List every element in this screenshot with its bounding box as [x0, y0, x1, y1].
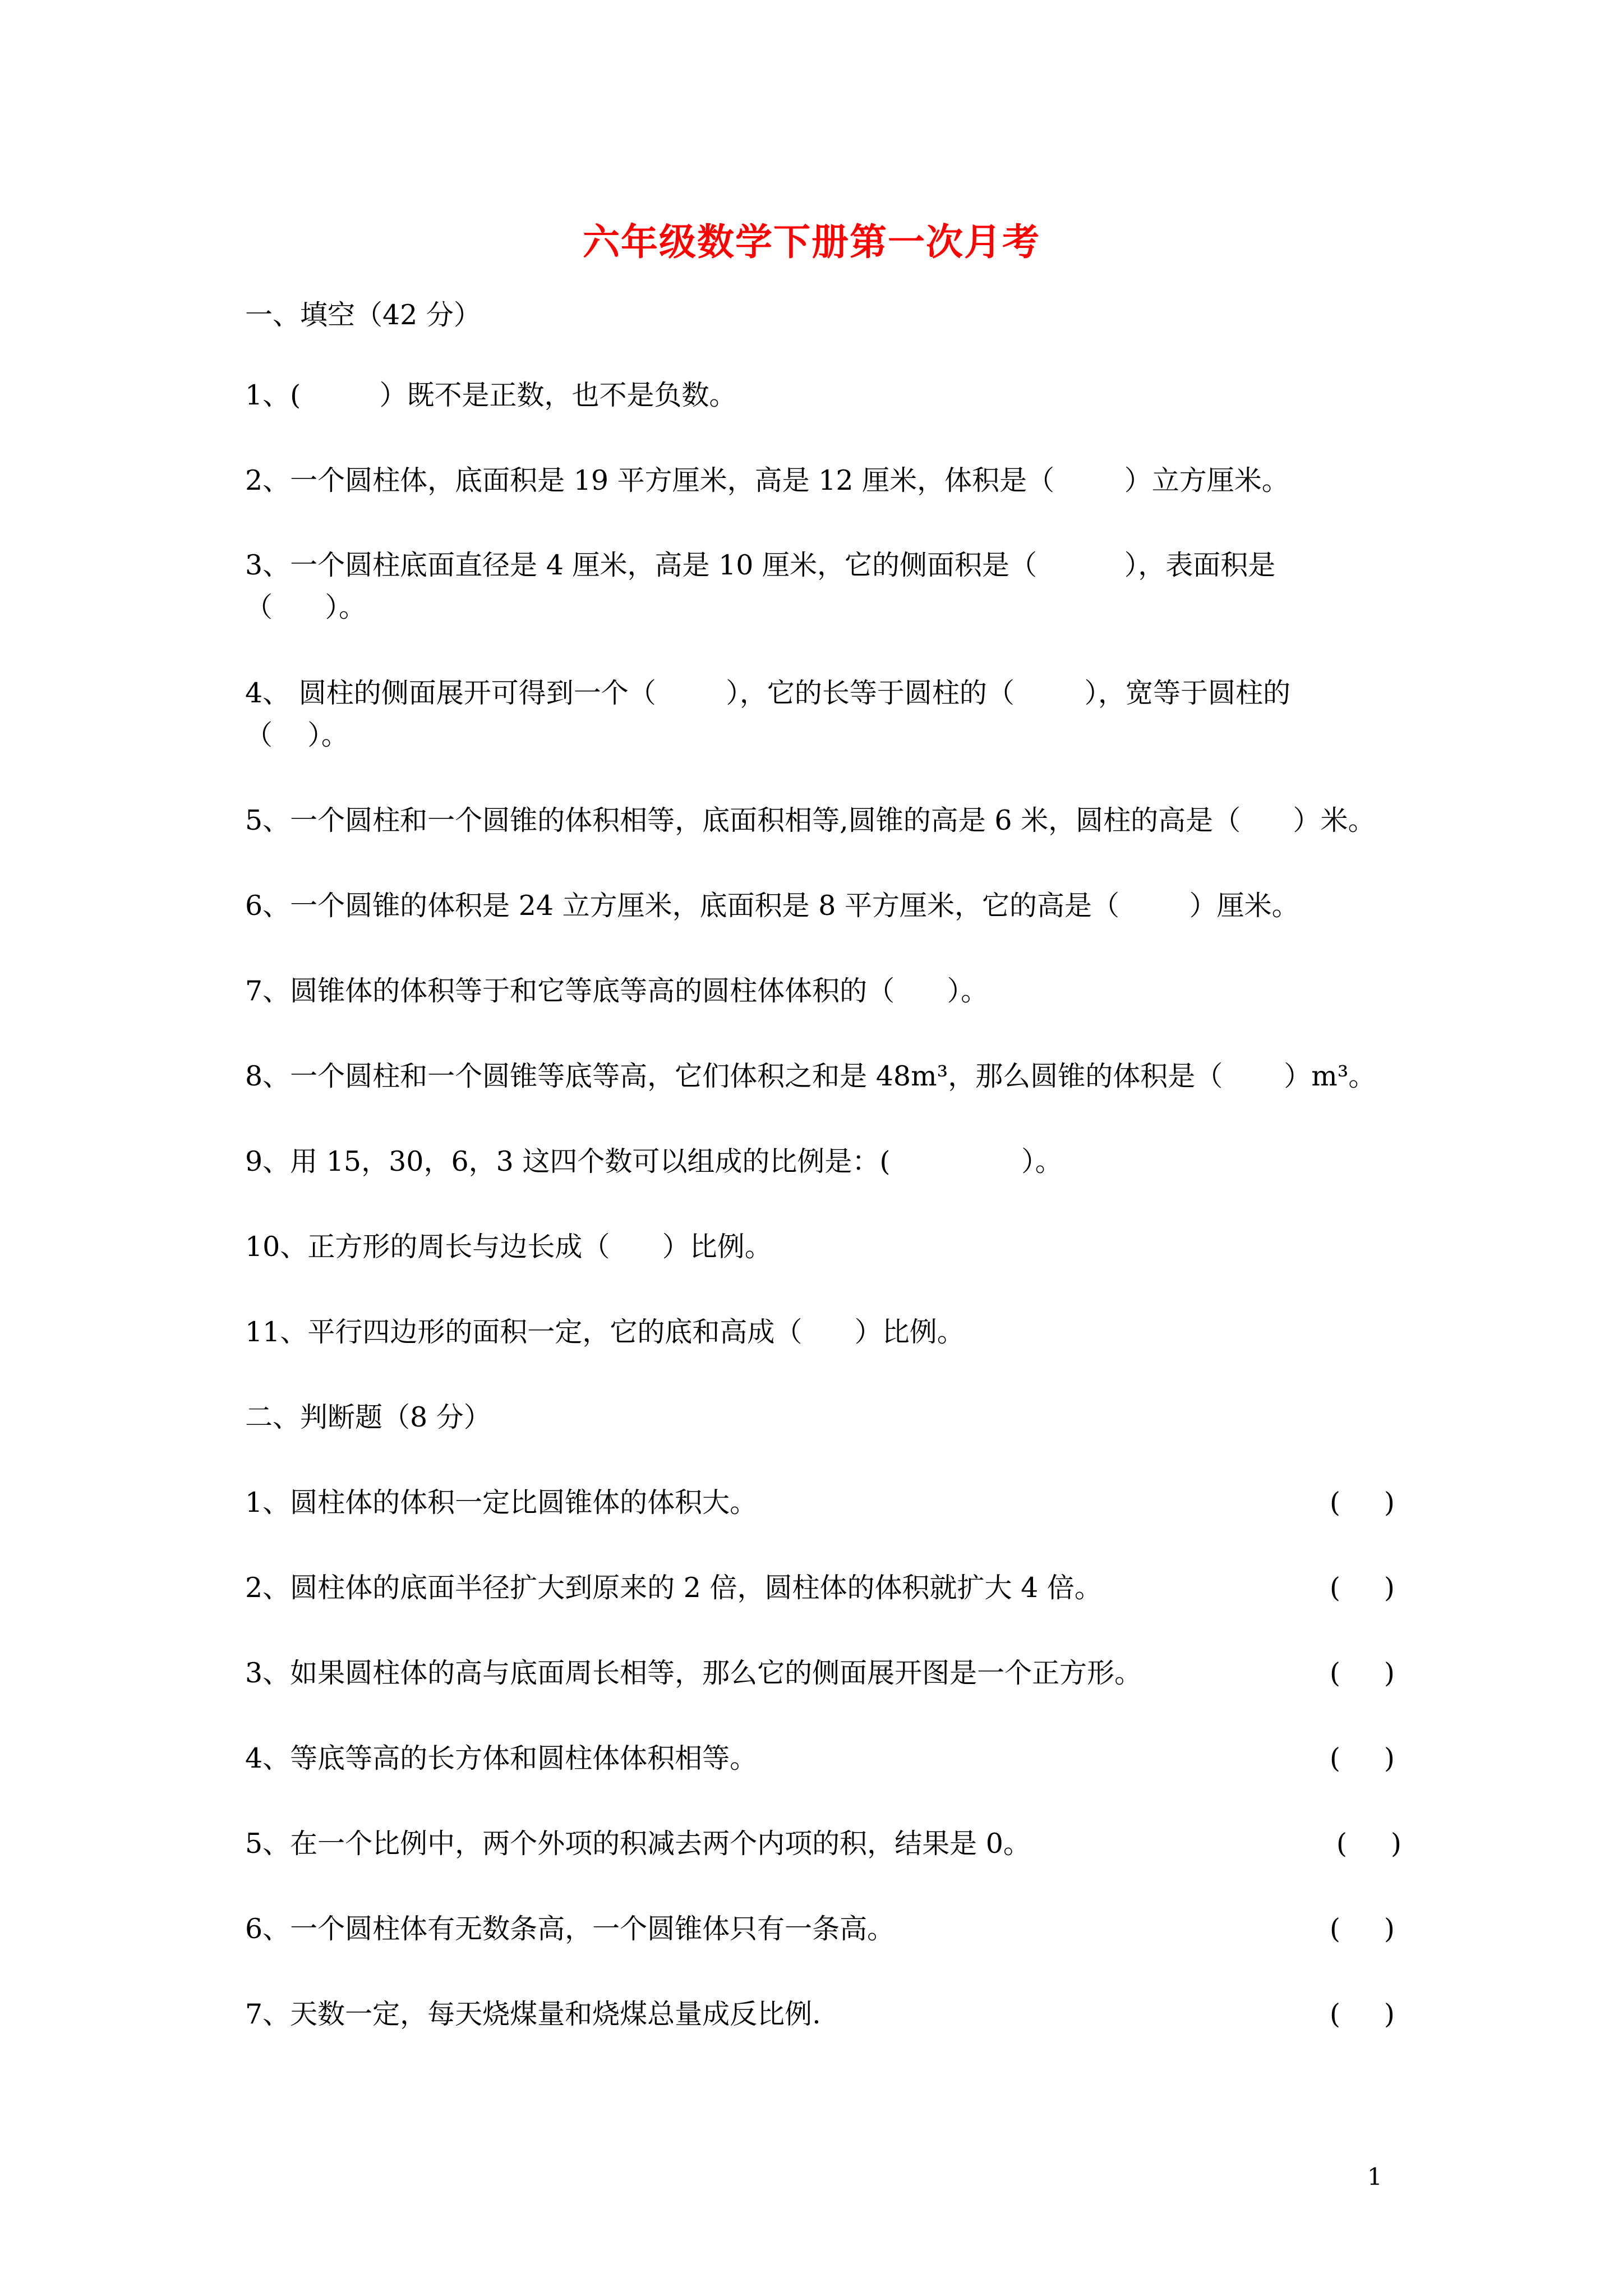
fill-blank-item-9: 9、用 15，30，6，3 这四个数可以组成的比例是：( ）。 — [245, 1145, 1063, 1177]
fill-blank-item-4: 4、 圆柱的侧面展开可得到一个（ ），它的长等于圆柱的（ ），宽等于圆柱的 — [245, 677, 1290, 709]
fill-blank-item-10: 10、正方形的周长与边长成（ ）比例。 — [245, 1231, 772, 1263]
fill-blank-item-11: 11、平行四边形的面积一定，它的底和高成（ ）比例。 — [245, 1316, 965, 1348]
page-number: 1 — [1367, 2163, 1382, 2191]
fill-blank-item-3: 3、一个圆柱底面直径是 4 厘米，高是 10 厘米，它的侧面积是（ ），表面积是 — [245, 549, 1276, 581]
judge-item-text: 5、在一个比例中，两个外项的积减去两个内项的积，结果是 0。 — [245, 1828, 1031, 1860]
page-title: 六年级数学下册第一次月考 — [583, 220, 1040, 264]
judge-item-6 — [245, 1915, 1395, 1943]
fill-blank-item-3-cont: （ ）。 — [245, 591, 366, 623]
judge-item-5 — [245, 1828, 1401, 1860]
fill-blank-item-2: 2、一个圆柱体，底面积是 19 平方厘米，高是 12 厘米，体积是（ ）立方厘米。 — [245, 464, 1289, 496]
answer-blank[interactable]: ( ) — [1329, 1657, 1395, 1689]
judge-item-2 — [245, 1574, 1395, 1602]
fill-blank-item-1: 1、( ）既不是正数，也不是负数。 — [245, 379, 737, 411]
judge-item-text: 2、圆柱体的底面半径扩大到原来的 2 倍，圆柱体的体积就扩大 4 倍。 — [245, 1572, 1102, 1604]
section-header-fill-blank: 一、填空（42 分） — [245, 299, 481, 331]
fill-blank-item-8: 8、一个圆柱和一个圆锥等底等高，它们体积之和是 48m³，那么圆锥的体积是（ ）m³。 — [245, 1060, 1376, 1092]
judge-item-text: 4、等底等高的长方体和圆柱体体积相等。 — [245, 1742, 758, 1774]
answer-blank[interactable]: ( ) — [1329, 1742, 1395, 1774]
judge-item-text: 1、圆柱体的体积一定比圆锥体的体积大。 — [245, 1487, 758, 1519]
judge-item-text: 7、天数一定，每天烧煤量和烧煤总量成反比例. — [245, 1998, 821, 2030]
judge-item-7 — [245, 2000, 1395, 2028]
answer-blank[interactable]: ( ) — [1336, 1828, 1401, 1860]
answer-blank[interactable]: ( ) — [1329, 1913, 1395, 1945]
judge-item-1 — [245, 1487, 1395, 1519]
judge-item-4 — [245, 1742, 1395, 1774]
judge-item-text: 6、一个圆柱体有无数条高，一个圆锥体只有一条高。 — [245, 1913, 895, 1945]
fill-blank-item-6: 6、一个圆锥的体积是 24 立方厘米，底面积是 8 平方厘米，它的高是（ ）厘米。 — [245, 890, 1299, 922]
fill-blank-item-4-cont: （ ）。 — [245, 719, 349, 751]
judge-item-text: 3、如果圆柱体的高与底面周长相等，那么它的侧面展开图是一个正方形。 — [245, 1657, 1142, 1689]
fill-blank-item-5: 5、一个圆柱和一个圆锥的体积相等，底面积相等,圆锥的高是 6 米，圆柱的高是（ ）米。 — [245, 804, 1376, 836]
answer-blank[interactable]: ( ) — [1329, 1487, 1395, 1519]
answer-blank[interactable]: ( ) — [1329, 1572, 1395, 1604]
answer-blank[interactable]: ( ) — [1329, 1998, 1395, 2030]
section-header-true-false: 二、判断题（8 分） — [245, 1401, 491, 1433]
judge-item-3 — [245, 1659, 1395, 1687]
fill-blank-item-7: 7、圆锥体的体积等于和它等底等高的圆柱体体积的（ ）。 — [245, 975, 989, 1007]
